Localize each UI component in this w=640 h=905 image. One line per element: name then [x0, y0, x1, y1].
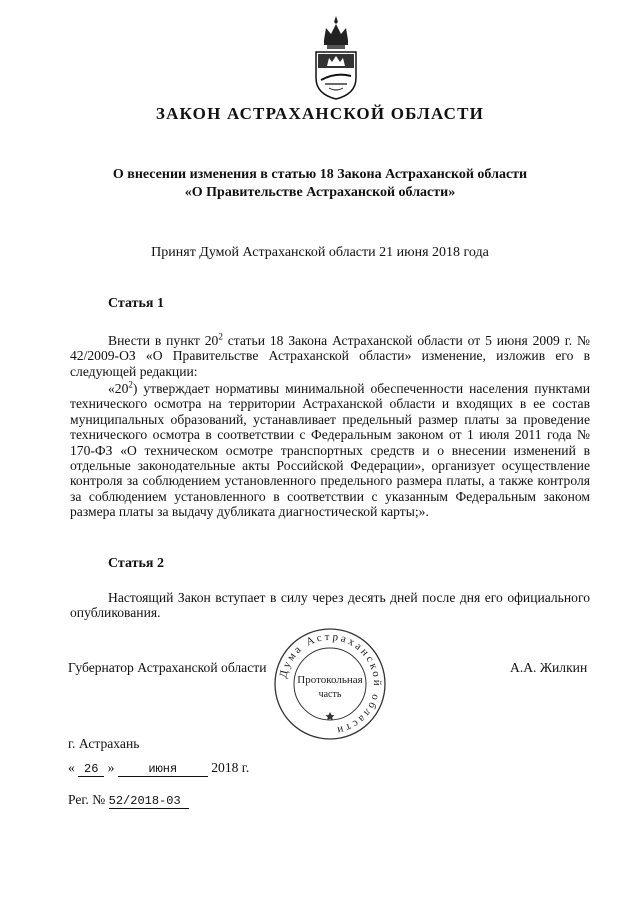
registration-line [68, 792, 189, 809]
article-1-paragraph-1 [70, 333, 590, 379]
subtitle-line-1: О внесении изменения в статью 18 Закона Астраханской области [112, 167, 528, 182]
date-open-quote: « [68, 760, 75, 775]
date-close-quote: » [107, 760, 115, 775]
governor-name: А.А. Жилкин [510, 660, 588, 675]
stamp-center-line-2: часть [318, 689, 342, 700]
duma-stamp [272, 626, 388, 742]
law-subtitle [0, 166, 640, 202]
article-2-paragraph-1: Настоящий Закон вступает в силу через десять дней после дня его официального опубликования. [70, 590, 590, 621]
article-2-heading: Статья 2 [108, 556, 164, 571]
law-title: ЗАКОН АСТРАХАНСКОЙ ОБЛАСТИ [155, 104, 485, 123]
date-day: 26 [78, 762, 104, 777]
subtitle-line-2: «О Правительстве Астраханской области» [184, 185, 456, 200]
stamp-ring-textpath: Дума Астраханской области [277, 630, 384, 737]
article-1-p1-text-b: статьи 18 Закона Астраханской области от 5 июня 2009 г. № 42/2009-ОЗ «О Правительстве Астраханской области» изменение, изложив его в следующей редакции: [70, 333, 590, 379]
article-1-p2-text-a: «20 [108, 381, 129, 396]
governor-position: Губернатор Астраханской области [68, 660, 267, 675]
signing-date [68, 760, 249, 777]
date-month: июня [118, 762, 208, 777]
article-1-p2-sup: 2 [128, 379, 133, 390]
city: г. Астрахань [68, 736, 140, 751]
article-1-paragraph-2 [70, 381, 590, 520]
coat-of-arms-icon [313, 14, 359, 100]
article-1-p1-text-a: Внести в пункт 20 [108, 333, 219, 348]
adoption-line: Принят Думой Астраханской области 21 июня 2018 года [151, 245, 489, 260]
article-1-p1-sup: 2 [218, 331, 223, 342]
stamp-star-icon [326, 712, 335, 720]
reg-label: Рег. № [68, 792, 106, 807]
date-year: 2018 г. [211, 760, 250, 775]
reg-number: 52/2018-03 [109, 794, 189, 809]
article-1-p2-text-b: ) утверждает нормативы минимальной обеспеченности населения пунктами технического осмотра на территории Астраханской области и входящих в ее состав муниципальных образований, устанавливает предельный размер платы за проведение технического осмотра в соответствии с Федеральным законом от 1 июля 2011 года № 170-ФЗ «О техническом осмотре транспортных средств и о внесении изменений в отдельные законодательные акты Российской Федерации», организует осуществление контроля за соблюдением установленного предельного размера платы, а также контроля за соблюдением установленного в соответствии с указанным Федеральным законом размера платы за выдачу дубликата диагностической карты;». [70, 381, 590, 520]
stamp-center-line-1: Протокольная [297, 674, 363, 686]
article-1-heading: Статья 1 [108, 296, 164, 311]
